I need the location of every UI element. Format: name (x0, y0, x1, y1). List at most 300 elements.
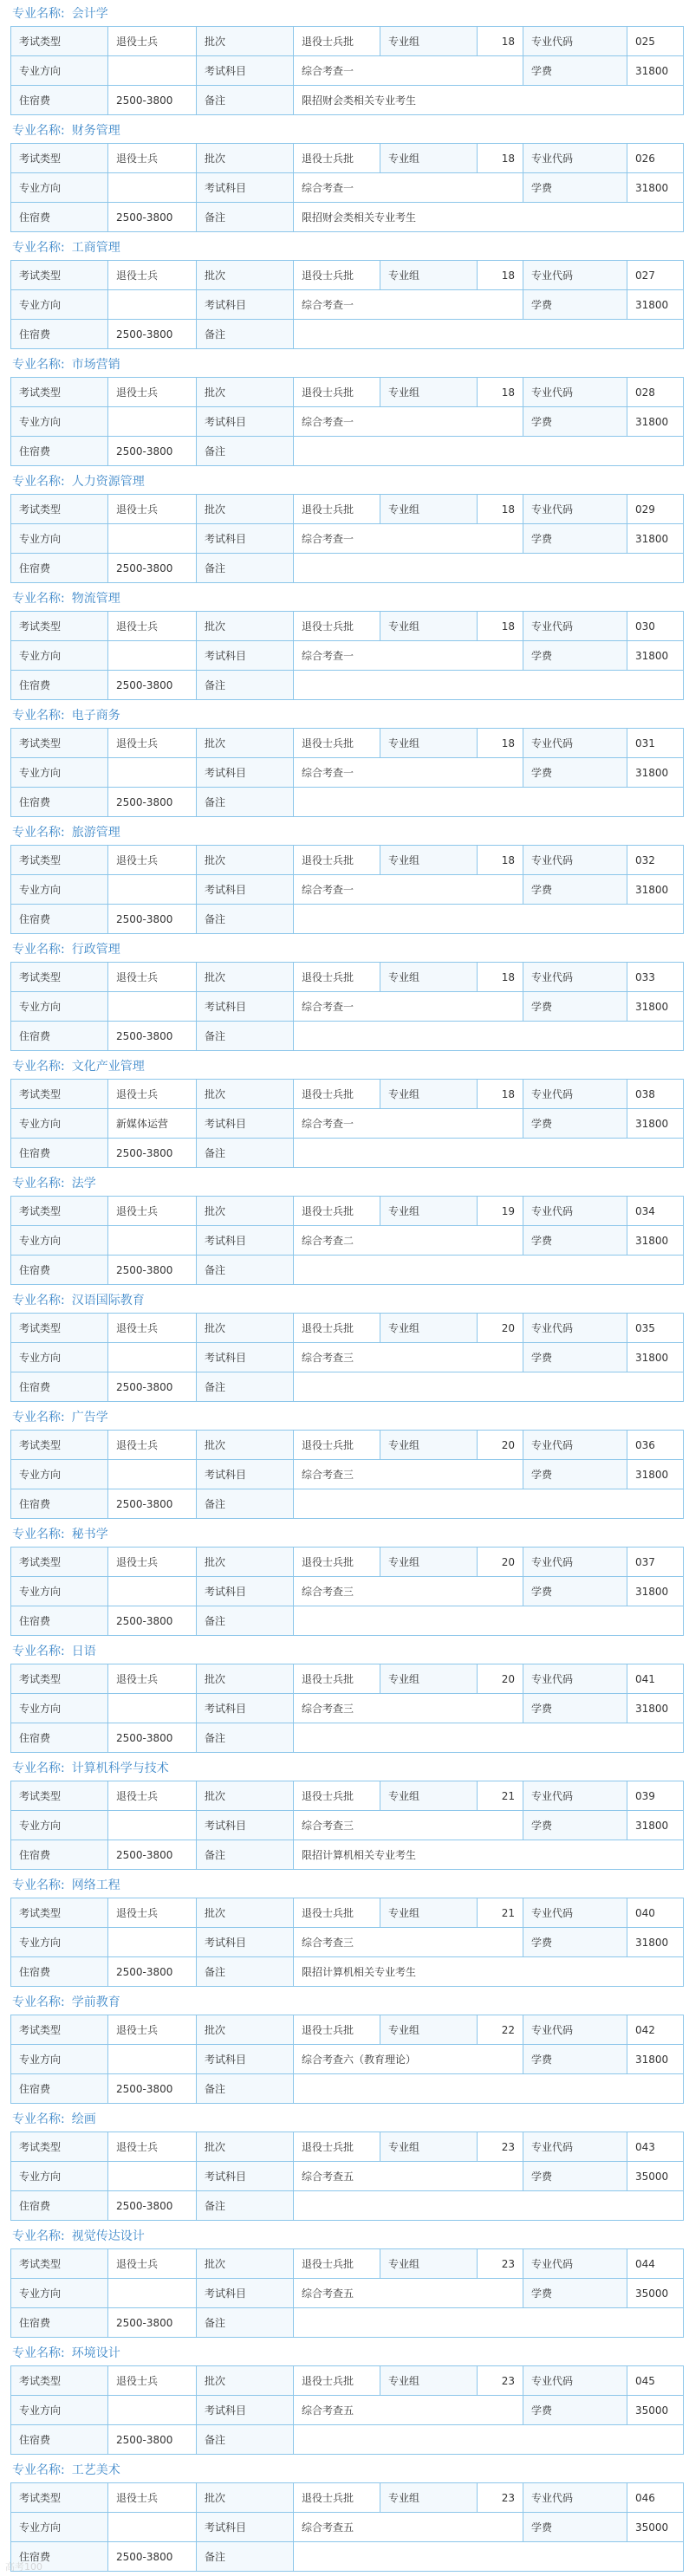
major-block (10, 2, 683, 119)
major-code-label: 专业代码 (523, 2249, 627, 2279)
exam-subject-value: 综合考查一 (294, 992, 523, 1022)
major-name: 电子商务 (71, 709, 120, 723)
major-name: 网络工程 (71, 1878, 120, 1892)
table-row (11, 758, 684, 788)
tuition-value: 31800 (627, 1811, 684, 1840)
major-name: 行政管理 (71, 943, 120, 957)
table-row (11, 846, 684, 875)
exam-type-label: 考试类型 (11, 2132, 108, 2162)
direction-label: 专业方向 (11, 2513, 108, 2542)
batch-label: 批次 (197, 1781, 294, 1811)
direction-value (108, 875, 197, 905)
major-title (10, 353, 683, 377)
major-name: 环境设计 (71, 2346, 120, 2360)
batch-label: 批次 (197, 261, 294, 290)
batch-value: 退役士兵批 (294, 144, 380, 173)
batch-label: 批次 (197, 1197, 294, 1226)
major-block (10, 1288, 683, 1405)
batch-label: 批次 (197, 27, 294, 56)
direction-label: 专业方向 (11, 2162, 108, 2191)
major-code-label: 专业代码 (523, 261, 627, 290)
exam-subject-label: 考试科目 (197, 875, 294, 905)
batch-label: 批次 (197, 2483, 294, 2513)
major-title (10, 1873, 683, 1898)
exam-type-label: 考试类型 (11, 144, 108, 173)
table-row (11, 1928, 684, 1957)
major-info-table (10, 260, 684, 349)
major-info-table (10, 2132, 684, 2221)
major-title (10, 1288, 683, 1313)
major-name: 工艺美术 (71, 2463, 120, 2477)
major-block (10, 938, 683, 1054)
major-info-table (10, 143, 684, 232)
remark-label: 备注 (197, 2425, 294, 2455)
lodging-fee-label: 住宿费 (11, 437, 108, 466)
major-name-label: 专业名称: (12, 1762, 65, 1775)
direction-value (108, 758, 197, 788)
group-label: 专业组 (380, 1314, 478, 1343)
tuition-label: 学费 (523, 992, 627, 1022)
major-name-label: 专业名称: (12, 241, 65, 255)
lodging-fee-label: 住宿费 (11, 671, 108, 700)
table-row (11, 27, 684, 56)
major-name-label: 专业名称: (12, 709, 65, 723)
direction-label: 专业方向 (11, 992, 108, 1022)
exam-subject-label: 考试科目 (197, 1694, 294, 1723)
exam-type-label: 考试类型 (11, 27, 108, 56)
exam-subject-label: 考试科目 (197, 1811, 294, 1840)
tuition-value: 35000 (627, 2396, 684, 2425)
major-title (10, 1639, 683, 1664)
table-row (11, 1606, 684, 1636)
major-name: 汉语国际教育 (71, 1294, 145, 1307)
major-title (10, 938, 683, 962)
major-name: 广告学 (71, 1411, 108, 1424)
table-row (11, 56, 684, 86)
tuition-label: 学费 (523, 1577, 627, 1606)
group-label: 专业组 (380, 1431, 478, 1460)
group-value: 18 (478, 495, 523, 524)
exam-type-label: 考试类型 (11, 963, 108, 992)
exam-type-label: 考试类型 (11, 1080, 108, 1109)
lodging-fee-label: 住宿费 (11, 1840, 108, 1870)
exam-type-label: 考试类型 (11, 846, 108, 875)
exam-subject-value: 综合考查六（教育理论） (294, 2045, 523, 2074)
group-value: 18 (478, 729, 523, 758)
exam-type-value: 退役士兵 (108, 612, 197, 641)
major-name: 计算机科学与技术 (71, 1762, 169, 1775)
table-row (11, 144, 684, 173)
major-block (10, 821, 683, 938)
lodging-fee-label: 住宿费 (11, 86, 108, 115)
group-label: 专业组 (380, 2249, 478, 2279)
tuition-value: 31800 (627, 1460, 684, 1489)
lodging-fee-value: 2500-3800 (108, 437, 197, 466)
major-title (10, 2107, 683, 2132)
exam-subject-label: 考试科目 (197, 2279, 294, 2308)
batch-value: 退役士兵批 (294, 2366, 380, 2396)
major-info-table (10, 494, 684, 583)
tuition-value: 31800 (627, 56, 684, 86)
major-name-label: 专业名称: (12, 2229, 65, 2243)
group-value: 18 (478, 1080, 523, 1109)
major-code-label: 专业代码 (523, 1898, 627, 1928)
exam-type-value: 退役士兵 (108, 27, 197, 56)
table-row (11, 524, 684, 554)
exam-subject-value: 综合考查五 (294, 2162, 523, 2191)
group-value: 20 (478, 1664, 523, 1694)
remark-value (294, 1489, 684, 1519)
direction-label: 专业方向 (11, 875, 108, 905)
exam-subject-label: 考试科目 (197, 524, 294, 554)
exam-subject-value: 综合考查二 (294, 1226, 523, 1256)
batch-label: 批次 (197, 1314, 294, 1343)
group-label: 专业组 (380, 2015, 478, 2045)
major-code-value: 044 (627, 2249, 684, 2279)
lodging-fee-label: 住宿费 (11, 1022, 108, 1051)
major-info-table (10, 1430, 684, 1519)
batch-label: 批次 (197, 729, 294, 758)
group-label: 专业组 (380, 495, 478, 524)
exam-subject-value: 综合考查一 (294, 641, 523, 671)
batch-value: 退役士兵批 (294, 2015, 380, 2045)
major-code-label: 专业代码 (523, 1314, 627, 1343)
major-code-label: 专业代码 (523, 1080, 627, 1109)
remark-label: 备注 (197, 1022, 294, 1051)
table-row (11, 2279, 684, 2308)
group-value: 23 (478, 2366, 523, 2396)
lodging-fee-label: 住宿费 (11, 2425, 108, 2455)
exam-subject-value: 综合考查一 (294, 758, 523, 788)
exam-type-label: 考试类型 (11, 1548, 108, 1577)
direction-label: 专业方向 (11, 1343, 108, 1372)
major-code-label: 专业代码 (523, 729, 627, 758)
table-row (11, 1256, 684, 1285)
direction-value (108, 1694, 197, 1723)
exam-subject-label: 考试科目 (197, 56, 294, 86)
major-title (10, 119, 683, 143)
exam-subject-value: 综合考查一 (294, 524, 523, 554)
remark-label: 备注 (197, 1840, 294, 1870)
direction-value (108, 1811, 197, 1840)
lodging-fee-label: 住宿费 (11, 1256, 108, 1285)
exam-subject-label: 考试科目 (197, 1343, 294, 1372)
batch-label: 批次 (197, 2249, 294, 2279)
tuition-value: 31800 (627, 875, 684, 905)
table-row (11, 1109, 684, 1139)
major-name-label: 专业名称: (12, 358, 65, 372)
major-info-table (10, 611, 684, 700)
exam-type-value: 退役士兵 (108, 2249, 197, 2279)
group-label: 专业组 (380, 1781, 478, 1811)
major-code-label: 专业代码 (523, 2015, 627, 2045)
major-code-label: 专业代码 (523, 963, 627, 992)
direction-value (108, 2279, 197, 2308)
major-code-label: 专业代码 (523, 27, 627, 56)
exam-type-label: 考试类型 (11, 2483, 108, 2513)
major-code-value: 039 (627, 1781, 684, 1811)
tuition-label: 学费 (523, 641, 627, 671)
table-row (11, 320, 684, 349)
major-block (10, 1171, 683, 1288)
exam-subject-label: 考试科目 (197, 1460, 294, 1489)
exam-type-label: 考试类型 (11, 261, 108, 290)
tuition-label: 学费 (523, 875, 627, 905)
group-label: 专业组 (380, 846, 478, 875)
major-name: 日语 (71, 1645, 96, 1658)
direction-value: 新媒体运营 (108, 1109, 197, 1139)
batch-value: 退役士兵批 (294, 1080, 380, 1109)
lodging-fee-label: 住宿费 (11, 1372, 108, 1402)
major-code-value: 036 (627, 1431, 684, 1460)
exam-type-value: 退役士兵 (108, 1548, 197, 1577)
lodging-fee-value: 2500-3800 (108, 320, 197, 349)
tuition-label: 学费 (523, 2513, 627, 2542)
major-code-label: 专业代码 (523, 2132, 627, 2162)
major-code-label: 专业代码 (523, 378, 627, 407)
exam-subject-label: 考试科目 (197, 2162, 294, 2191)
group-label: 专业组 (380, 1548, 478, 1577)
group-label: 专业组 (380, 1898, 478, 1928)
lodging-fee-label: 住宿费 (11, 1489, 108, 1519)
tuition-value: 31800 (627, 173, 684, 203)
remark-value: 限招计算机相关专业考生 (294, 1840, 684, 1870)
major-code-label: 专业代码 (523, 144, 627, 173)
exam-subject-label: 考试科目 (197, 2396, 294, 2425)
major-info-table (10, 377, 684, 466)
major-info-table (10, 1196, 684, 1285)
tuition-label: 学费 (523, 2279, 627, 2308)
major-block (10, 1756, 683, 1873)
major-name: 工商管理 (71, 241, 120, 255)
direction-value (108, 992, 197, 1022)
major-code-value: 041 (627, 1664, 684, 1694)
group-value: 18 (478, 963, 523, 992)
major-block (10, 1990, 683, 2107)
table-row (11, 2425, 684, 2455)
tuition-value: 35000 (627, 2279, 684, 2308)
lodging-fee-value: 2500-3800 (108, 905, 197, 934)
table-row (11, 2542, 684, 2572)
direction-value (108, 1577, 197, 1606)
group-label: 专业组 (380, 963, 478, 992)
direction-value (108, 1928, 197, 1957)
table-row (11, 1781, 684, 1811)
exam-type-label: 考试类型 (11, 729, 108, 758)
major-title (10, 2341, 683, 2365)
major-block (10, 236, 683, 353)
table-row (11, 612, 684, 641)
tuition-label: 学费 (523, 2045, 627, 2074)
major-title (10, 1405, 683, 1430)
major-list (10, 2, 683, 2575)
remark-label: 备注 (197, 554, 294, 583)
table-row (11, 2045, 684, 2074)
exam-subject-label: 考试科目 (197, 641, 294, 671)
remark-label: 备注 (197, 320, 294, 349)
table-row (11, 1694, 684, 1723)
major-block (10, 1639, 683, 1756)
exam-type-label: 考试类型 (11, 1781, 108, 1811)
batch-label: 批次 (197, 612, 294, 641)
table-row (11, 261, 684, 290)
major-code-value: 030 (627, 612, 684, 641)
exam-type-label: 考试类型 (11, 612, 108, 641)
lodging-fee-value: 2500-3800 (108, 86, 197, 115)
table-row (11, 2191, 684, 2221)
remark-value: 限招财会类相关专业考生 (294, 203, 684, 232)
direction-label: 专业方向 (11, 758, 108, 788)
table-row (11, 1197, 684, 1226)
major-info-table (10, 2482, 684, 2572)
batch-value: 退役士兵批 (294, 1197, 380, 1226)
table-row (11, 2513, 684, 2542)
exam-type-label: 考试类型 (11, 1664, 108, 1694)
remark-value (294, 2308, 684, 2338)
group-value: 23 (478, 2132, 523, 2162)
direction-value (108, 1343, 197, 1372)
batch-value: 退役士兵批 (294, 261, 380, 290)
major-code-value: 027 (627, 261, 684, 290)
batch-value: 退役士兵批 (294, 1431, 380, 1460)
table-row (11, 1343, 684, 1372)
table-row (11, 1139, 684, 1168)
remark-value (294, 2542, 684, 2572)
major-block (10, 1405, 683, 1522)
tuition-label: 学费 (523, 2162, 627, 2191)
group-label: 专业组 (380, 144, 478, 173)
major-name: 学前教育 (71, 1995, 120, 2009)
remark-value: 限招财会类相关专业考生 (294, 86, 684, 115)
table-row (11, 1840, 684, 1870)
table-row (11, 1723, 684, 1753)
exam-type-value: 退役士兵 (108, 1898, 197, 1928)
direction-value (108, 1460, 197, 1489)
group-label: 专业组 (380, 2483, 478, 2513)
remark-value (294, 1256, 684, 1285)
major-name: 文化产业管理 (71, 1060, 145, 1074)
direction-value (108, 1226, 197, 1256)
major-name-label: 专业名称: (12, 475, 65, 489)
major-name: 秘书学 (71, 1528, 108, 1541)
batch-value: 退役士兵批 (294, 2249, 380, 2279)
tuition-label: 学费 (523, 1811, 627, 1840)
group-value: 18 (478, 144, 523, 173)
major-name-label: 专业名称: (12, 7, 65, 21)
direction-value (108, 56, 197, 86)
remark-label: 备注 (197, 1372, 294, 1402)
lodging-fee-value: 2500-3800 (108, 1606, 197, 1636)
major-code-value: 042 (627, 2015, 684, 2045)
group-value: 21 (478, 1898, 523, 1928)
tuition-value: 31800 (627, 1109, 684, 1139)
lodging-fee-value: 2500-3800 (108, 671, 197, 700)
lodging-fee-label: 住宿费 (11, 203, 108, 232)
major-title (10, 2458, 683, 2482)
exam-type-value: 退役士兵 (108, 2483, 197, 2513)
lodging-fee-value: 2500-3800 (108, 1256, 197, 1285)
table-row (11, 2308, 684, 2338)
group-value: 18 (478, 378, 523, 407)
remark-value (294, 554, 684, 583)
major-code-value: 045 (627, 2366, 684, 2396)
batch-value: 退役士兵批 (294, 2483, 380, 2513)
exam-subject-value: 综合考查一 (294, 407, 523, 437)
remark-value (294, 671, 684, 700)
table-row (11, 1431, 684, 1460)
major-name: 视觉传达设计 (71, 2229, 145, 2243)
major-code-value: 026 (627, 144, 684, 173)
exam-type-value: 退役士兵 (108, 495, 197, 524)
remark-label: 备注 (197, 1256, 294, 1285)
table-row (11, 788, 684, 817)
remark-label: 备注 (197, 1723, 294, 1753)
exam-type-label: 考试类型 (11, 2366, 108, 2396)
exam-subject-label: 考试科目 (197, 2045, 294, 2074)
exam-type-value: 退役士兵 (108, 963, 197, 992)
major-code-label: 专业代码 (523, 1431, 627, 1460)
group-value: 20 (478, 1431, 523, 1460)
exam-subject-label: 考试科目 (197, 1928, 294, 1957)
direction-value (108, 407, 197, 437)
lodging-fee-value: 2500-3800 (108, 2542, 197, 2572)
tuition-label: 学费 (523, 407, 627, 437)
major-code-label: 专业代码 (523, 2483, 627, 2513)
remark-value (294, 1139, 684, 1168)
major-code-value: 028 (627, 378, 684, 407)
major-title (10, 587, 683, 611)
major-title (10, 470, 683, 494)
major-title (10, 821, 683, 845)
major-name-label: 专业名称: (12, 1878, 65, 1892)
major-code-value: 031 (627, 729, 684, 758)
major-title (10, 704, 683, 728)
lodging-fee-value: 2500-3800 (108, 2308, 197, 2338)
group-label: 专业组 (380, 612, 478, 641)
batch-value: 退役士兵批 (294, 1898, 380, 1928)
lodging-fee-value: 2500-3800 (108, 1957, 197, 1987)
direction-label: 专业方向 (11, 407, 108, 437)
table-row (11, 2162, 684, 2191)
direction-label: 专业方向 (11, 2045, 108, 2074)
lodging-fee-value: 2500-3800 (108, 1022, 197, 1051)
table-row (11, 1372, 684, 1402)
direction-label: 专业方向 (11, 641, 108, 671)
exam-type-value: 退役士兵 (108, 378, 197, 407)
major-code-value: 032 (627, 846, 684, 875)
exam-type-value: 退役士兵 (108, 2132, 197, 2162)
lodging-fee-label: 住宿费 (11, 320, 108, 349)
table-row (11, 992, 684, 1022)
major-title (10, 1756, 683, 1781)
direction-value (108, 290, 197, 320)
tuition-label: 学费 (523, 1460, 627, 1489)
direction-label: 专业方向 (11, 290, 108, 320)
exam-type-value: 退役士兵 (108, 2015, 197, 2045)
batch-label: 批次 (197, 2015, 294, 2045)
major-code-value: 033 (627, 963, 684, 992)
batch-value: 退役士兵批 (294, 1781, 380, 1811)
major-info-table (10, 845, 684, 934)
lodging-fee-label: 住宿费 (11, 2308, 108, 2338)
group-label: 专业组 (380, 261, 478, 290)
group-label: 专业组 (380, 2132, 478, 2162)
remark-value (294, 2191, 684, 2221)
table-row (11, 2249, 684, 2279)
exam-type-value: 退役士兵 (108, 1431, 197, 1460)
lodging-fee-value: 2500-3800 (108, 1139, 197, 1168)
group-label: 专业组 (380, 1664, 478, 1694)
